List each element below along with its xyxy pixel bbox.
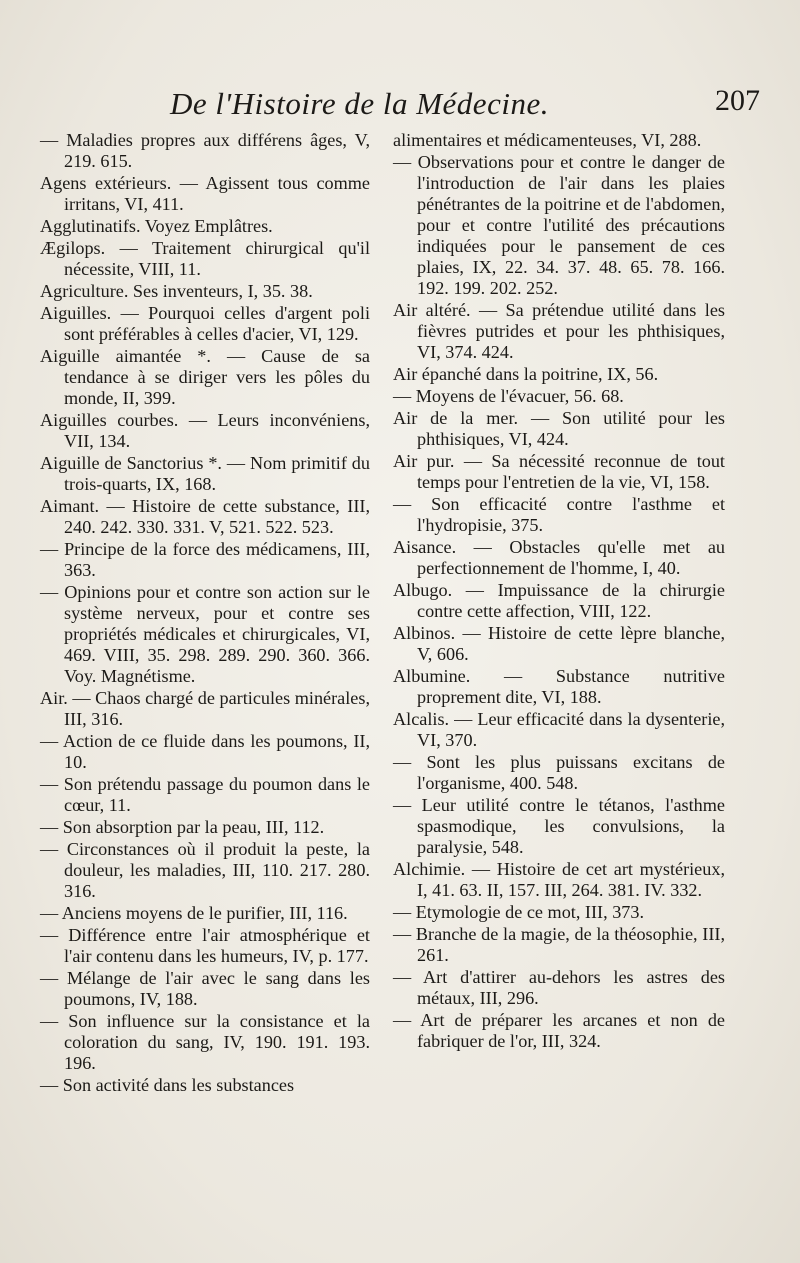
index-entry: Air épanché dans la poitrine, IX, 56. — [393, 364, 659, 384]
index-entry: — Circonstances où il produit la peste, la douleur, les maladies, III, 110. 217. 280. 316. — [40, 839, 370, 901]
index-entry: — Branche de la magie, de la théosophie, III, 261. — [393, 924, 725, 965]
index-entry: — Son activité dans les substances — [40, 1075, 295, 1095]
index-entry: Air. — Chaos chargé de particules minérales, III, 316. — [40, 688, 370, 729]
index-entry: — Observations pour et contre le danger de l'introduction de l'air dans les plaies pénétrantes de la poitrine et de l'abdomen, pour et contre l'utilité des précautions indiquées pour le pansement de ces plaies, IX, 22. 34. 37. 48. 65. 78. 166. 192. 199. 202. 252. — [393, 152, 725, 298]
index-entry: — Mélange de l'air avec le sang dans les poumons, IV, 188. — [40, 968, 370, 1009]
running-title: De l'Histoire de la Médecine. — [170, 86, 549, 121]
index-entry: — Son absorption par la peau, III, 112. — [40, 817, 325, 837]
index-entry: Air pur. — Sa nécessité reconnue de tout temps pour l'entretien de la vie, VI, 158. — [393, 451, 725, 492]
index-entry: — Moyens de l'évacuer, 56. 68. — [393, 386, 624, 406]
index-entry: — Leur utilité contre le tétanos, l'asthme spasmodique, les convulsions, la paralysie, 548. — [393, 795, 725, 857]
index-entry: Ægilops. — Traitement chirurgical qu'il nécessite, VIII, 11. — [40, 238, 370, 279]
index-entry: Albugo. — Impuissance de la chirurgie contre cette affection, VIII, 122. — [393, 580, 725, 621]
index-entry: — Différence entre l'air atmosphérique et l'air contenu dans les humeurs, IV, p. 177. — [40, 925, 370, 966]
index-entry: — Art de préparer les arcanes et non de fabriquer de l'or, III, 324. — [393, 1010, 725, 1051]
index-entry: Aiguilles courbes. — Leurs inconvéniens, VII, 134. — [40, 410, 370, 451]
index-column-right — [393, 130, 725, 1053]
index-entry: — Son prétendu passage du poumon dans le cœur, 11. — [40, 774, 370, 815]
index-entry: alimentaires et médicamenteuses, VI, 288. — [393, 130, 702, 150]
index-entry: Agens extérieurs. — Agissent tous comme irritans, VI, 411. — [40, 173, 370, 214]
index-entry: Albumine. — Substance nutritive proprement dite, VI, 188. — [393, 666, 725, 707]
index-entry: — Action de ce fluide dans les poumons, II, 10. — [40, 731, 370, 772]
page-number: 207 — [715, 84, 760, 117]
index-entry: Aiguilles. — Pourquoi celles d'argent poli sont préférables à celles d'acier, VI, 129. — [40, 303, 370, 344]
page-header — [40, 82, 760, 132]
index-entry: Agriculture. Ses inventeurs, I, 35. 38. — [40, 281, 313, 301]
index-entry: Air altéré. — Sa prétendue utilité dans les fièvres putrides et pour les phthisiques, VI, 374. 424. — [393, 300, 725, 362]
index-entry: — Son influence sur la consistance et la coloration du sang, IV, 190. 191. 193. 196. — [40, 1011, 370, 1073]
index-entry: Air de la mer. — Son utilité pour les phthisiques, VI, 424. — [393, 408, 725, 449]
index-entry: — Sont les plus puissans excitans de l'organisme, 400. 548. — [393, 752, 725, 793]
index-entry: — Principe de la force des médicamens, III, 363. — [40, 539, 370, 580]
index-entry: Albinos. — Histoire de cette lèpre blanche, V, 606. — [393, 623, 725, 664]
index-entry: — Son efficacité contre l'asthme et l'hydropisie, 375. — [393, 494, 725, 535]
index-entry: Aisance. — Obstacles qu'elle met au perfectionnement de l'homme, I, 40. — [393, 537, 725, 578]
index-entry: Alchimie. — Histoire de cet art mystérieux, I, 41. 63. II, 157. III, 264. 381. IV. 332. — [393, 859, 725, 900]
index-entry: — Art d'attirer au-dehors les astres des métaux, III, 296. — [393, 967, 725, 1008]
index-entry: — Anciens moyens de le purifier, III, 116. — [40, 903, 348, 923]
index-column-left — [40, 130, 370, 1097]
index-entry: Aiguille aimantée *. — Cause de sa tendance à se diriger vers les pôles du monde, II, 399. — [40, 346, 370, 408]
index-entry: — Opinions pour et contre son action sur le système nerveux, pour et contre ses propriétés médicales et chirurgicales, VI, 469. VIII, 35. 298. 289. 290. 360. 366. Voy. Magnétisme. — [40, 582, 370, 686]
index-entry: — Etymologie de ce mot, III, 373. — [393, 902, 645, 922]
index-entry: Aimant. — Histoire de cette substance, III, 240. 242. 330. 331. V, 521. 522. 523. — [40, 496, 370, 537]
index-entry: Alcalis. — Leur efficacité dans la dysenterie, VI, 370. — [393, 709, 725, 750]
index-entry: Agglutinatifs. Voyez Emplâtres. — [40, 216, 273, 236]
index-entry: — Maladies propres aux différens âges, V, 219. 615. — [40, 130, 370, 171]
index-entry: Aiguille de Sanctorius *. — Nom primitif du trois-quarts, IX, 168. — [40, 453, 370, 494]
